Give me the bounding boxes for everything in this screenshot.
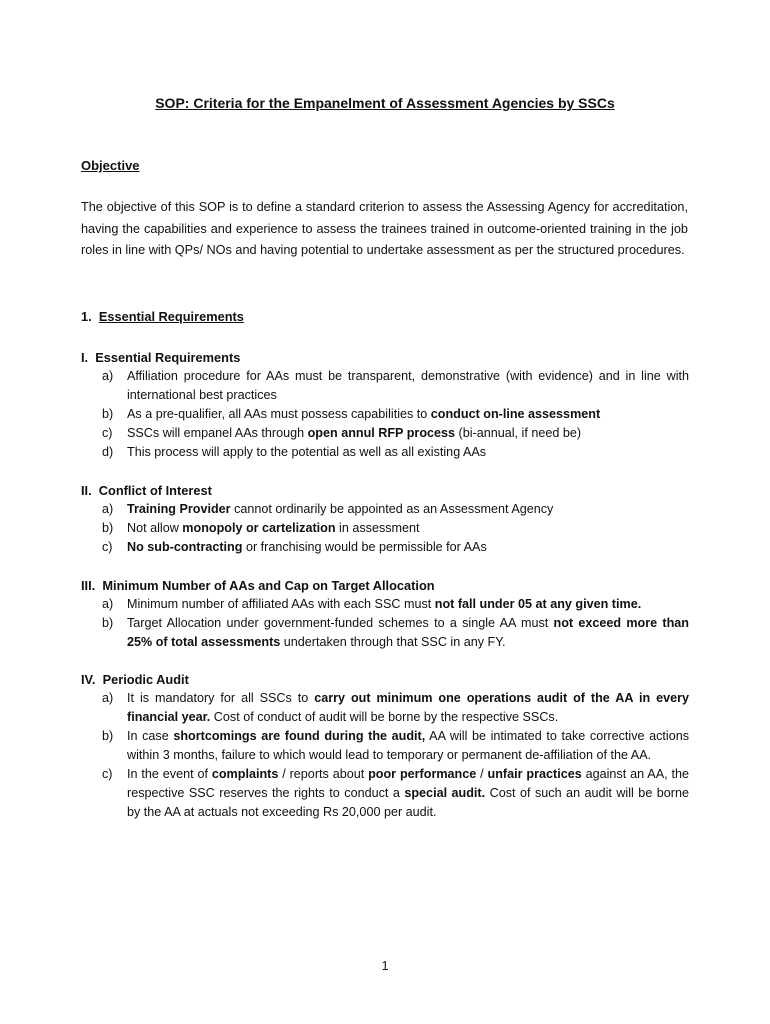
list-marker: b) (102, 521, 114, 535)
subsection-title: Periodic Audit (102, 672, 189, 687)
list-marker: c) (102, 426, 113, 440)
subsection-roman: I. (81, 350, 89, 365)
subsection-minimum-number (81, 576, 689, 652)
list-item (81, 367, 689, 405)
bold-text: carry out minimum one operations audit of the AA in every financial year. (127, 691, 690, 724)
list-marker: b) (102, 616, 114, 630)
bold-text: open annul RFP process (307, 426, 456, 440)
bold-text: special audit. (404, 786, 486, 800)
bold-text: complaints (211, 767, 279, 781)
text: undertaken through that SSC in any FY. (280, 635, 506, 649)
list-item (81, 500, 689, 519)
subsection-heading (81, 481, 689, 500)
bold-text: No sub-contracting (127, 540, 243, 554)
text: Minimum number of affiliated AAs with each SSC must (127, 597, 435, 611)
list-marker: b) (102, 729, 114, 743)
list-marker: a) (102, 502, 114, 516)
bold-text: monopoly or cartelization (182, 521, 336, 535)
subsection-title: Conflict of Interest (98, 483, 212, 498)
text: / (476, 767, 488, 781)
bold-text: not fall under 05 at any given time. (434, 597, 642, 611)
bold-text: Training Provider (127, 502, 231, 516)
subsection-roman: IV. (81, 672, 96, 687)
text: against an AA, the respective SSC reserves the rights to conduct a (127, 767, 689, 800)
text: or franchising would be permissible for AAs (242, 540, 487, 554)
list-marker: b) (102, 407, 114, 421)
text: Cost of such an audit will be borne by the AA at actuals not exceeding Rs 20,000 per audit. (127, 786, 690, 819)
bold-text: unfair practices (487, 767, 582, 781)
list-item (81, 765, 689, 822)
subsection-heading (81, 670, 689, 689)
text: Cost of conduct of audit will be borne by the respective SSCs. (210, 710, 559, 724)
list-marker: c) (102, 540, 113, 554)
text: AA will be intimated to take corrective actions within 3 months, failure to which would lead to temporary or permanent de-affiliation of the AA. (127, 729, 690, 762)
subsection-title: Minimum Number of AAs and Cap on Target Allocation (102, 578, 435, 593)
subsection-conflict-of-interest (81, 481, 689, 557)
item-list (81, 689, 689, 822)
text: In the event of (127, 767, 212, 781)
text: in assessment (335, 521, 420, 535)
objective-heading: Objective (81, 158, 140, 173)
list-item (81, 519, 689, 538)
text: Target Allocation under government-funded schemes to a single AA must (127, 616, 554, 630)
item-list (81, 595, 689, 652)
text: In case (127, 729, 174, 743)
document-title: SOP: Criteria for the Empanelment of Assessment Agencies by SSCs (155, 95, 615, 111)
list-item (81, 689, 689, 727)
bold-text: poor performance (368, 767, 477, 781)
list-item (81, 614, 689, 652)
list-item (81, 595, 689, 614)
section-1-heading (81, 309, 244, 324)
list-marker: c) (102, 767, 113, 781)
subsection-heading (81, 348, 689, 367)
item-list (81, 367, 689, 462)
list-item (81, 727, 689, 765)
page-number: 1 (381, 958, 389, 973)
section-1-number: 1. (81, 309, 92, 324)
list-item (81, 424, 689, 443)
subsection-heading (81, 576, 689, 595)
list-marker: a) (102, 691, 114, 705)
subsection-title: Essential Requirements (95, 350, 241, 365)
text: Not allow (127, 521, 183, 535)
subsection-periodic-audit (81, 670, 689, 822)
subsection-roman: III. (81, 578, 96, 593)
subsection-essential-requirements (81, 348, 689, 462)
text: Affiliation procedure for AAs must be transparent, demonstrative (with evidence) and in line with international best practices (127, 369, 689, 402)
list-item (81, 443, 689, 462)
text: This process will apply to the potential as well as all existing AAs (127, 445, 487, 459)
text: SSCs will empanel AAs through (127, 426, 308, 440)
item-list (81, 500, 689, 557)
subsection-roman: II. (81, 483, 92, 498)
list-marker: d) (102, 445, 114, 459)
text: As a pre-qualifier, all AAs must possess capabilities to (127, 407, 431, 421)
list-marker: a) (102, 597, 114, 611)
list-item (81, 538, 689, 557)
list-marker: a) (102, 369, 114, 383)
bold-text: not exceed more than 25% of total assessments (127, 616, 689, 649)
objective-paragraph: The objective of this SOP is to define a standard criterion to assess the Assessing Agency for accreditation, having the capabilities and experience to assess the trainees trained in outcome-oriented training in the job roles in line with QPs/ NOs and having potential to undertake assessment as per the structured procedures. (81, 200, 688, 257)
bold-text: conduct on-line assessment (430, 407, 601, 421)
bold-text: shortcomings are found during the audit, (173, 729, 426, 743)
text: (bi-annual, if need be) (455, 426, 582, 440)
section-1-title: Essential Requirements (98, 309, 244, 324)
text: cannot ordinarily be appointed as an Assessment Agency (230, 502, 554, 516)
text: / reports about (278, 767, 369, 781)
list-item (81, 405, 689, 424)
text: It is mandatory for all SSCs to (127, 691, 315, 705)
